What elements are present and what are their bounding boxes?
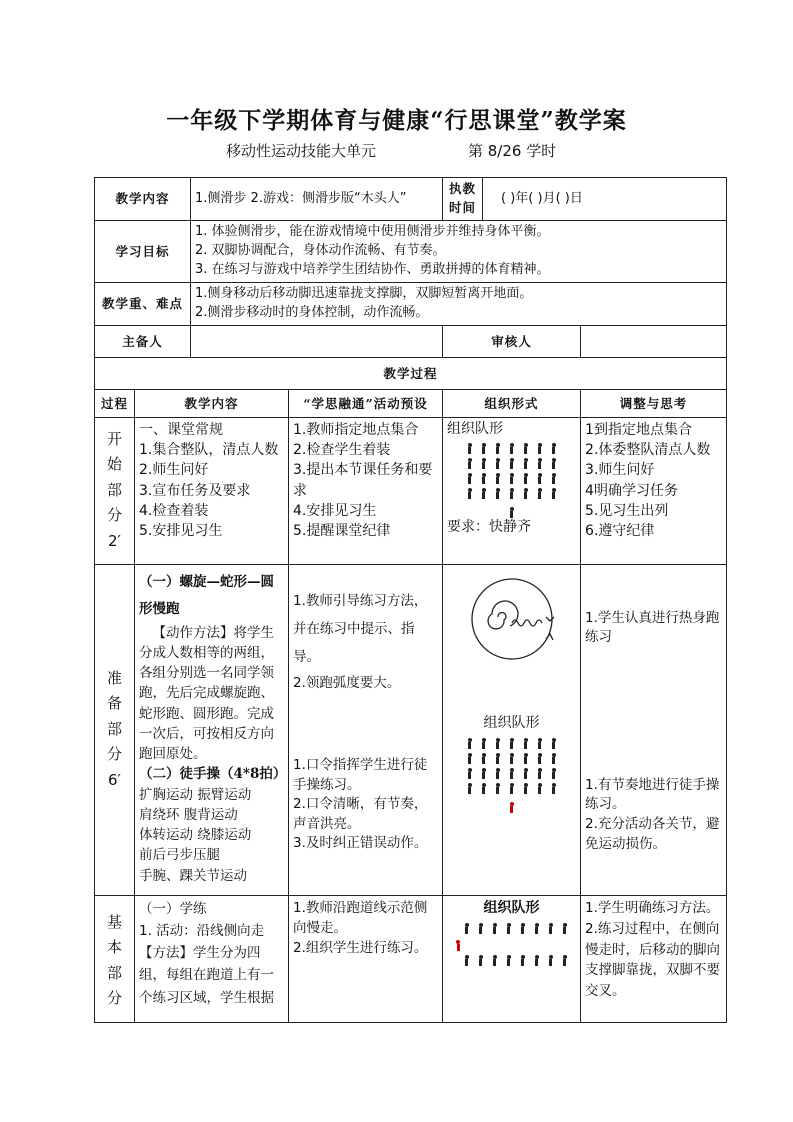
lesson-number: 第 8/26 学时: [468, 142, 557, 160]
student-icon: [551, 488, 557, 499]
student-icon: [523, 443, 529, 454]
student-icon: [523, 473, 529, 484]
student-icon: [492, 923, 498, 934]
student-icon: [467, 488, 473, 499]
lesson-plan-table: [94, 177, 727, 1023]
student-icon: [551, 753, 557, 764]
goal-list: [191, 221, 727, 283]
prep-method: 【动作方法】将学生分成人数相等的两组，各组分别选一名同学领跑，先后完成螺旋跑、蛇形跑、圆形跑。完成一次后，可按相反方向跑回原处。: [139, 624, 274, 763]
org-requirement: 要求：快静齐: [447, 519, 532, 536]
key-list: [191, 283, 727, 326]
teacher-icon: [509, 802, 515, 813]
student-icon: [481, 458, 487, 469]
preparer-value: [191, 325, 443, 357]
student-icon: [506, 923, 512, 934]
student-icon: [551, 443, 557, 454]
student-icon: [537, 753, 543, 764]
phase-start: 开 始 部 分 2′: [95, 417, 135, 564]
student-icon: [537, 443, 543, 454]
student-icon: [509, 443, 515, 454]
student-icon: [495, 783, 501, 794]
prep-heading-1: （一）螺旋—蛇形—圆形慢跑: [139, 573, 274, 617]
student-icon: [537, 488, 543, 499]
student-icon: [537, 768, 543, 779]
col-adjust: 调整与思考: [581, 389, 727, 417]
prep-activity: 1.教师引导练习方法，并在练习中提示、指导。 2.领跑弧度要大。 1.口令指挥学生进行徒手操练习。 2.口令清晰，有节奏，声音洪亮。 3.及时纠正错误动作。: [289, 564, 443, 895]
start-content: 一、课堂常规 1.集合整队，清点人数 2.师生问好 3.宣布任务及要求 4.检查着装 5.安排见习生: [135, 417, 289, 564]
student-icon: [506, 955, 512, 966]
content-label: 教学内容: [95, 178, 191, 221]
student-icon: [464, 955, 470, 966]
org-title: 组织队形: [483, 899, 540, 916]
org-title: 组织队形: [483, 714, 540, 731]
teacher-icon: [455, 940, 461, 951]
student-icon: [467, 783, 473, 794]
reviewer-label: 审核人: [443, 325, 581, 357]
student-icon: [478, 923, 484, 934]
student-icon: [509, 458, 515, 469]
key-item: 1.侧身移动后移动脚迅速靠拢支撑脚，双脚短暂离开地面。: [195, 286, 533, 301]
student-icon: [523, 738, 529, 749]
formation-diagram: [447, 738, 576, 813]
prep-heading-2: （二）徒手操（4*8拍）: [139, 766, 287, 783]
col-content: 教学内容: [135, 389, 289, 417]
key-label: 教学重、难点: [95, 283, 191, 326]
unit-name: 移动性运动技能大单元: [226, 142, 377, 160]
goal-item: 2. 双脚协调配合，身体动作流畅、有节奏。: [195, 242, 446, 258]
student-icon: [523, 753, 529, 764]
student-icon: [523, 488, 529, 499]
key-item: 2.侧滑步移动时的身体控制，动作流畅。: [195, 304, 429, 320]
phase-prep: 准 备 部 分 6′: [95, 564, 135, 895]
phase-basic: 基 本 部 分: [95, 895, 135, 1022]
student-icon: [467, 768, 473, 779]
time-label: 执教 时间: [443, 178, 483, 221]
student-icon: [481, 473, 487, 484]
student-icon: [481, 783, 487, 794]
col-process: 过程: [95, 389, 135, 417]
basic-activity: 1.教师沿跑道线示范侧向慢走。 2.组织学生进行练习。: [289, 895, 443, 1022]
student-icon: [481, 768, 487, 779]
student-icon: [509, 488, 515, 499]
student-icon: [537, 473, 543, 484]
student-icon: [520, 955, 526, 966]
student-icon: [534, 923, 540, 934]
student-icon: [520, 923, 526, 934]
start-organization: [443, 417, 581, 564]
student-icon: [537, 738, 543, 749]
basic-content: （一）学练 1. 活动：沿线侧向走 【方法】学生分为四组，每组在跑道上有一个练习区域，学生根据: [135, 895, 289, 1022]
student-icon: [495, 488, 501, 499]
student-icon: [467, 738, 473, 749]
prep-content: （一）螺旋—蛇形—圆形慢跑 【动作方法】将学生分成人数相等的两组，各组分别选一名同学领跑，先后完成螺旋跑、蛇形跑、圆形跑。完成一次后，可按相反方向跑回原处。 （二）徒手操（4*8拍） 扩胸运动 振臂运动 肩绕环 腹背运动 体转运动 绕膝运动 前后弓步压腿 手腕、踝关节运动: [135, 564, 289, 895]
col-organization: 组织形式: [443, 389, 581, 417]
reviewer-value: [581, 325, 727, 357]
student-icon: [562, 955, 568, 966]
student-icon: [478, 955, 484, 966]
student-icon: [534, 955, 540, 966]
date-value: ( )年( )月( )日: [483, 178, 727, 221]
student-icon: [467, 443, 473, 454]
student-icon: [467, 753, 473, 764]
student-icon: [495, 473, 501, 484]
spiral-run-diagram: [462, 571, 562, 671]
student-icon: [551, 458, 557, 469]
goal-item: 3. 在练习与游戏中培养学生团结协作、勇敢拼搏的体育精神。: [195, 261, 550, 277]
student-icon: [551, 738, 557, 749]
student-icon: [495, 458, 501, 469]
preparer-label: 主备人: [95, 325, 191, 357]
student-icon: [509, 783, 515, 794]
prep-adjust: 1.学生认真进行热身跑练习 1.有节奏地进行徒手操练习。 2.充分活动各关节，避免运动损伤。: [581, 564, 727, 895]
start-adjust: 1到指定地点集合 2.体委整队清点人数 3.师生问好 4明确学习任务 5.见习生出列 6.遵守纪律: [581, 417, 727, 564]
student-icon: [467, 458, 473, 469]
student-icon: [537, 458, 543, 469]
student-icon: [548, 923, 554, 934]
student-icon: [551, 768, 557, 779]
student-icon: [509, 768, 515, 779]
student-icon: [492, 955, 498, 966]
student-icon: [509, 753, 515, 764]
col-activity: “学思融通”活动预设: [289, 389, 443, 417]
teacher-icon: [509, 507, 515, 518]
content-value: 1.侧滑步 2.游戏：侧滑步版“木头人”: [191, 178, 443, 221]
student-icon: [495, 443, 501, 454]
student-icon: [562, 923, 568, 934]
student-icon: [551, 783, 557, 794]
goal-label: 学习目标: [95, 221, 191, 283]
student-icon: [495, 768, 501, 779]
student-icon: [481, 738, 487, 749]
basic-organization: [443, 895, 581, 1022]
start-activity: 1.教师指定地点集合 2.检查学生着装 3.提出本节课任务和要求 4.安排见习生 5.提醒课堂纪律: [289, 417, 443, 564]
formation-diagram: [447, 923, 576, 966]
process-label: 教学过程: [95, 357, 727, 389]
student-icon: [523, 458, 529, 469]
student-icon: [537, 783, 543, 794]
student-icon: [467, 473, 473, 484]
student-icon: [481, 443, 487, 454]
student-icon: [551, 473, 557, 484]
student-icon: [523, 768, 529, 779]
student-icon: [509, 738, 515, 749]
student-icon: [495, 753, 501, 764]
org-title: 组织队形: [447, 420, 504, 437]
formation-diagram: [447, 443, 576, 518]
student-icon: [523, 783, 529, 794]
student-icon: [548, 955, 554, 966]
student-icon: [481, 753, 487, 764]
student-icon: [481, 488, 487, 499]
prep-organization: [443, 564, 581, 895]
goal-item: 1. 体验侧滑步，能在游戏情境中使用侧滑步并维持身体平衡。: [195, 224, 550, 239]
student-icon: [495, 738, 501, 749]
basic-adjust: 1.学生明确练习方法。 2.练习过程中，在侧向慢走时，后移动的脚向支撑脚靠拢，双脚不要交叉。: [581, 895, 727, 1022]
document-title: 一年级下学期体育与健康“行思课堂”教学案: [166, 107, 627, 134]
student-icon: [509, 473, 515, 484]
student-icon: [464, 923, 470, 934]
